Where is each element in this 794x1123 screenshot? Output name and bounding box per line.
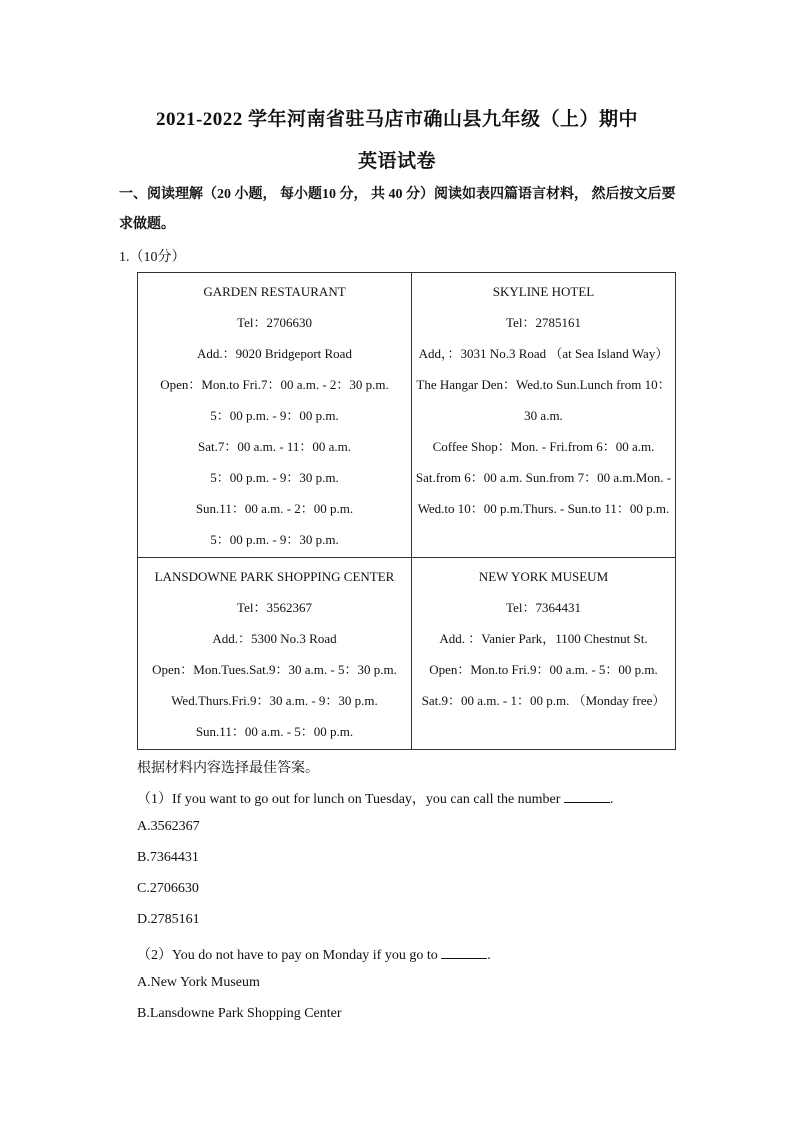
option: A.New York Museum xyxy=(137,975,260,990)
museum-hours-line: Open：Mon.to Fri.9：00 a.m. - 5：00 p.m. xyxy=(429,662,658,677)
option: D.2785161 xyxy=(137,912,200,927)
lansdowne-hours-line: Open：Mon.Tues.Sat.9：30 a.m. - 5：30 p.m. xyxy=(152,662,397,677)
museum-hours-line: Sat.9：00 a.m. - 1：00 p.m. （Monday free） xyxy=(421,693,666,708)
garden-hours-line: Sat.7：00 a.m. - 11：00 a.m. xyxy=(198,439,351,454)
instructions: 根据材料内容选择最佳答案。 xyxy=(137,761,319,776)
garden-restaurant-cell xyxy=(138,273,412,558)
lansdowne-address: Add.：5300 No.3 Road xyxy=(212,631,337,646)
option: B.7364431 xyxy=(137,850,199,865)
lansdowne-tel: Tel：3562367 xyxy=(237,600,312,615)
skyline-address: Add，：3031 No.3 Road （at Sea Island Way） The Hangar Den：Wed.to Sun.Lunch from 10：30 a.m. xyxy=(416,346,671,423)
museum-cell xyxy=(412,558,676,750)
answer-blank xyxy=(564,790,610,803)
question-2-stem: （2）You do not have to pay on Monday if you go to . xyxy=(137,948,491,963)
lansdowne-name: LANSDOWNE PARK SHOPPING CENTER xyxy=(154,569,395,584)
garden-name: GARDEN RESTAURANT xyxy=(203,284,346,299)
garden-hours-line: 5：00 p.m. - 9：30 p.m. xyxy=(210,532,339,547)
museum-address: Add. ：Vanier Park，1100 Chestnut St. xyxy=(439,631,648,646)
museum-tel: Tel：7364431 xyxy=(506,600,581,615)
lansdowne-hours-line: Wed.Thurs.Fri.9：30 a.m. - 9：30 p.m. xyxy=(171,693,378,708)
garden-tel: Tel：2706630 xyxy=(237,315,312,330)
question-2-text: （2）You do not have to pay on Monday if you go to xyxy=(137,948,438,963)
section-heading: 一、阅读理解（20 小题， 每小题10 分， 共 40 分）阅读如表四篇语言材料， 然后按文后要求做题。 xyxy=(119,187,676,232)
option: A.3562367 xyxy=(137,819,200,834)
skyline-coffee-shop: Coffee Shop：Mon. - Fri.from 6：00 a.m. Sat.from 6：00 a.m. Sun.from 7：00 a.m.Mon. - Wed.to 10：00 p.m.Thurs. - Sun.to 11：00 p.m. xyxy=(415,439,672,516)
option: C.2706630 xyxy=(137,881,199,896)
garden-address: Add.：9020 Bridgeport Road xyxy=(197,346,352,361)
garden-hours-line: Open：Mon.to Fri.7：00 a.m. - 2：30 p.m. xyxy=(160,377,389,392)
question-1-text: （1）If you want to go out for lunch on Tuesday，you can call the number xyxy=(137,792,561,807)
ads-table xyxy=(137,272,676,750)
museum-name: NEW YORK MUSEUM xyxy=(478,569,609,584)
skyline-hotel-cell xyxy=(412,273,676,558)
question-number: 1.（10分） xyxy=(119,250,186,265)
lansdowne-cell xyxy=(138,558,412,750)
garden-hours-line: Sun.11：00 a.m. - 2：00 p.m. xyxy=(195,501,354,516)
page-title: 2021-2022 学年河南省驻马店市确山县九年级（上）期中 xyxy=(155,109,639,130)
option: B.Lansdowne Park Shopping Center xyxy=(137,1006,342,1021)
skyline-name: SKYLINE HOTEL xyxy=(492,284,595,299)
skyline-tel: Tel：2785161 xyxy=(506,315,581,330)
garden-hours-line: 5：00 p.m. - 9：00 p.m. xyxy=(210,408,339,423)
answer-blank xyxy=(441,946,487,959)
garden-hours-line: 5：00 p.m. - 9：30 p.m. xyxy=(210,470,339,485)
page-subtitle: 英语试卷 xyxy=(357,151,436,172)
lansdowne-hours-line: Sun.11：00 a.m. - 5：00 p.m. xyxy=(195,724,354,739)
question-1-stem: （1）If you want to go out for lunch on Tuesday，you can call the number . xyxy=(137,792,614,807)
